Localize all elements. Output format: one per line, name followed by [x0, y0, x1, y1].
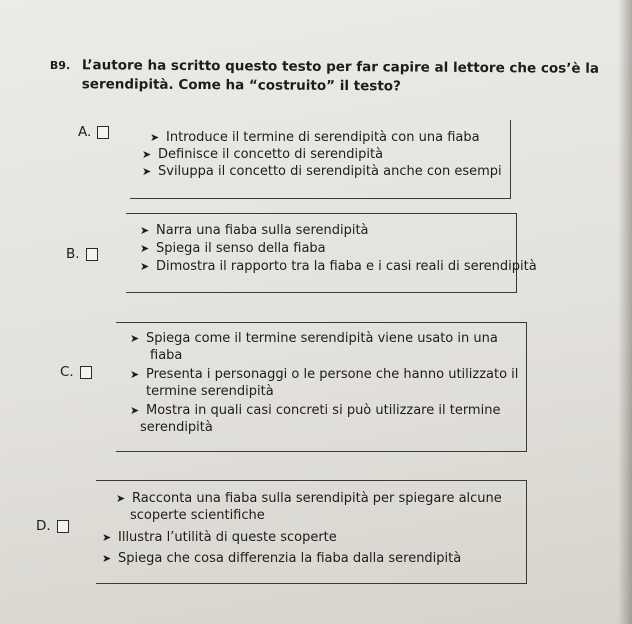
option-a-item-2: ➤ Definisce il concetto di serendipità [142, 147, 384, 162]
option-a[interactable] [78, 124, 109, 140]
arrow-icon: ➤ [102, 531, 112, 544]
option-a-item-1: ➤ Introduce il termine di serendipità con una fiaba [150, 130, 480, 145]
option-a-checkbox[interactable] [97, 126, 109, 139]
arrow-icon: ➤ [142, 148, 152, 161]
question-b9 [50, 56, 600, 97]
option-b-item-3: ➤ Dimostra il rapporto tra la fiaba e i casi reali di serendipità [140, 259, 537, 274]
option-c-checkbox[interactable] [80, 366, 92, 379]
option-d-letter: D. [36, 518, 51, 534]
question-number: B9. [49, 58, 71, 73]
arrow-icon: ➤ [140, 242, 150, 255]
option-b-checkbox[interactable] [86, 248, 98, 261]
arrow-icon: ➤ [130, 368, 140, 381]
option-d-item-2: ➤ Illustra l’utilità di queste scoperte [102, 530, 337, 545]
page-shadow [618, 0, 632, 624]
option-c-item-3: ➤ Mostra in quali casi concreti si può utilizzare il termine serendipità [130, 403, 501, 435]
option-b[interactable] [66, 246, 98, 262]
question-text-line1: L’autore ha scritto questo testo per far capire al lettore che cos’è la [81, 57, 600, 77]
question-text-line2: serendipità. Come ha “costruito” il testo? [81, 76, 401, 95]
option-a-item-3: ➤ Sviluppa il concetto di serendipità anche con esempi [142, 164, 502, 179]
option-c[interactable] [60, 364, 92, 380]
arrow-icon: ➤ [150, 131, 160, 144]
option-d-item-1: ➤ Racconta una fiaba sulla serendipità per spiegare alcune scoperte scientifiche [116, 491, 502, 523]
arrow-icon: ➤ [102, 552, 112, 565]
arrow-icon: ➤ [116, 492, 126, 505]
arrow-icon: ➤ [142, 165, 152, 178]
arrow-icon: ➤ [130, 404, 140, 417]
arrow-icon: ➤ [140, 260, 150, 273]
option-c-item-1: ➤ Spiega come il termine serendipità viene usato in una fiaba [130, 331, 498, 363]
arrow-icon: ➤ [140, 224, 150, 237]
option-c-item-2: ➤ Presenta i personaggi o le persone che hanno utilizzato il termine serendipità [130, 367, 519, 399]
option-b-item-2: ➤ Spiega il senso della fiaba [140, 241, 326, 256]
option-b-item-1: ➤ Narra una fiaba sulla serendipità [140, 223, 369, 238]
option-b-letter: B. [66, 246, 80, 262]
option-d-checkbox[interactable] [57, 520, 69, 533]
option-a-letter: A. [78, 124, 92, 140]
option-d-item-3: ➤ Spiega che cosa differenzia la fiaba dalla serendipità [102, 551, 462, 566]
option-c-letter: C. [60, 364, 74, 380]
option-d[interactable] [36, 518, 69, 534]
arrow-icon: ➤ [130, 332, 140, 345]
